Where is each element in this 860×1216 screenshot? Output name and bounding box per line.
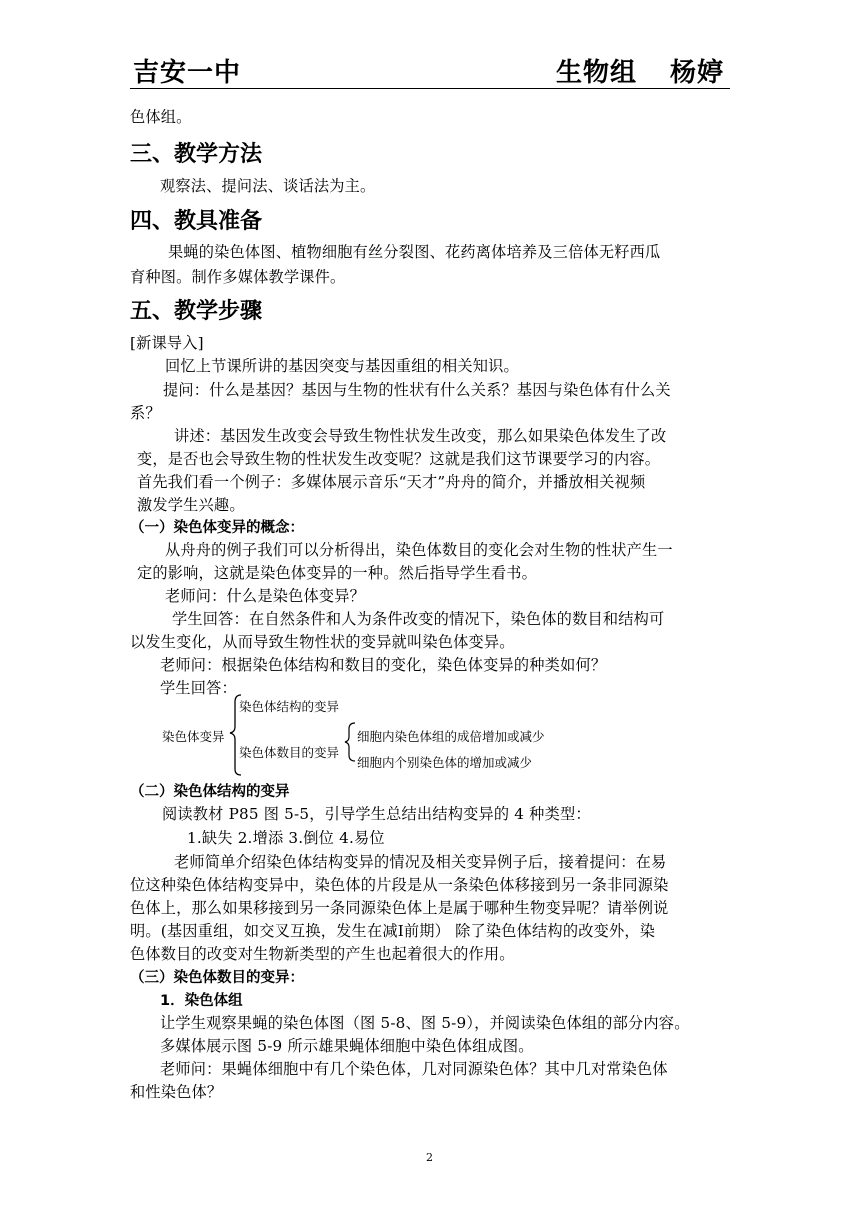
text-line: 老师问：果蝇体细胞中有几个染色体，几对同源染色体？其中几对常染色体 — [160, 1060, 668, 1078]
subsection-heading: （一）染色体变异的概念： — [130, 520, 304, 536]
text-line: 老师问：根据染色体结构和数目的变化，染色体变异的种类如何？ — [160, 656, 607, 674]
text-line: 讲述：基因发生改变会导致生物性状发生改变，那么如果染色体发生了改 — [174, 427, 667, 445]
text-line: 学生回答： — [160, 679, 237, 697]
text-line: 色体上，那么如果移接到另一条同源染色体上是属于哪种生物变异呢？请举例说 — [130, 899, 669, 917]
header-group: 生物组 — [556, 58, 638, 88]
text-line: 系？ — [130, 404, 161, 422]
text-line: 位这种染色体结构变异中，染色体的片段是从一条染色体移接到另一条非同源染 — [130, 876, 669, 894]
diagram-set-change: 细胞内染色体组的成倍增加或减少 — [357, 729, 545, 744]
subsection-heading: （三）染色体数目的变异： — [130, 970, 304, 986]
text-line: 老师问：什么是染色体变异？ — [165, 587, 366, 605]
header-rule — [130, 88, 730, 89]
text-line: 让学生观察果蝇的染色体图（图 5-8、图 5-9），并阅读染色体组的部分内容。 — [160, 1014, 690, 1032]
text-line: 变，是否也会导致生物的性状发生改变呢？这就是我们这节课要学习的内容。 — [137, 450, 661, 468]
text-line: 色体组。 — [130, 108, 192, 126]
text-line: 定的影响，这就是染色体变异的一种。然后指导学生看书。 — [137, 564, 538, 582]
diagram-number-variation: 染色体数目的变异 — [239, 745, 340, 760]
text-line: 色体数目的改变对生物新类型的产生也起着很大的作用。 — [130, 945, 515, 963]
text-line: 果蝇的染色体图、植物细胞有丝分裂图、花药离体培养及三倍体无籽西瓜 — [168, 243, 661, 261]
text-line: 观察法、提问法、谈话法为主。 — [160, 177, 376, 195]
text-line: 学生回答：在自然条件和人为条件改变的情况下，染色体的数目和结构可 — [172, 610, 665, 628]
text-line: 回忆上节课所讲的基因突变与基因重组的相关知识。 — [165, 357, 519, 375]
page-number: 2 — [426, 1151, 433, 1164]
text-line: 老师简单介绍染色体结构变异的情况及相关变异例子后，接着提问：在易 — [174, 853, 667, 871]
text-line: 多媒体展示图 5-9 所示雄果蝇体细胞中染色体组成图。 — [160, 1037, 534, 1055]
header-school: 吉安一中 — [133, 58, 242, 88]
text-line: 以发生变化，从而导致生物性状的变异就叫染色体变异。 — [130, 633, 515, 651]
text-line: 育种图。制作多媒体教学课件。 — [130, 268, 346, 286]
diagram-structure-variation: 染色体结构的变异 — [239, 699, 340, 714]
diagram-root: 染色体变异 — [162, 729, 225, 744]
section-heading: 三、教学方法 — [130, 142, 263, 167]
text-line: 提问：什么是基因？基因与生物的性状有什么关系？基因与染色体有什么关 — [163, 381, 671, 399]
text-line: 1.缺失 2.增添 3.倒位 4.易位 — [187, 829, 385, 847]
text-line: 明。(基因重组，如交叉互换，发生在减Ⅰ前期） 除了染色体结构的改变外，染 — [130, 922, 656, 940]
text-line: 阅读教材 P85 图 5-5，引导学生总结出结构变异的 4 种类型： — [162, 805, 591, 823]
text-line: 首先我们看一个例子：多媒体展示音乐“天才”舟舟的简介，并播放相关视频 — [137, 473, 646, 491]
text-line: [新课导入] — [130, 334, 204, 352]
section-heading: 四、教具准备 — [130, 209, 263, 234]
subsection-heading: 1．染色体组 — [160, 993, 243, 1009]
header-author: 杨婷 — [670, 58, 725, 88]
section-heading: 五、教学步骤 — [130, 299, 263, 324]
text-line: 激发学生兴趣。 — [137, 496, 245, 514]
text-line: 从舟舟的例子我们可以分析得出，染色体数目的变化会对生物的性状产生一 — [165, 541, 673, 559]
diagram-individual-change: 细胞内个别染色体的增加或减少 — [357, 755, 533, 770]
subsection-heading: （二）染色体结构的变异 — [130, 784, 290, 800]
text-line: 和性染色体？ — [130, 1083, 223, 1101]
